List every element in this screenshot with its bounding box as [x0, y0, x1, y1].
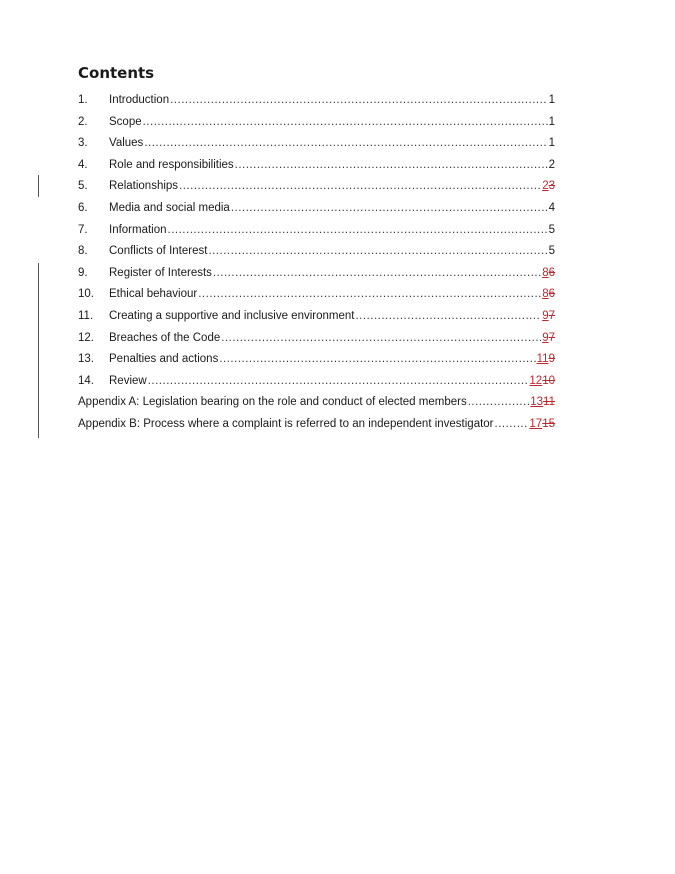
- toc-entry-page: [549, 90, 555, 112]
- toc-entry-page: [549, 220, 555, 242]
- toc-entry[interactable]: [78, 328, 555, 350]
- page-number: 5: [548, 245, 555, 258]
- toc-entry[interactable]: [78, 306, 555, 328]
- toc-entry-title: Introduction: [109, 94, 170, 106]
- toc-entry[interactable]: [78, 133, 555, 155]
- page-number: 2: [548, 158, 555, 171]
- toc-entry[interactable]: [78, 414, 555, 436]
- toc-entry[interactable]: [78, 392, 555, 414]
- dot-leader: [144, 133, 547, 155]
- toc-entry-page: [549, 112, 555, 134]
- toc-entry[interactable]: [78, 284, 555, 306]
- page-number-inserted: 13: [530, 396, 544, 409]
- toc-entry-page: [529, 371, 555, 393]
- toc-entry-number: 3.: [78, 137, 88, 150]
- page-number-inserted: 2: [542, 180, 549, 193]
- page-number-deleted: 3: [548, 180, 555, 193]
- toc-entry-page: [549, 241, 555, 263]
- page-number-deleted: 6: [548, 288, 555, 301]
- toc-entry-title: Appendix A: Legislation bearing on the role and conduct of elected members: [78, 396, 467, 409]
- toc-entry-title: Breaches of the Code: [109, 331, 221, 344]
- toc-entry-title: Review: [109, 374, 147, 387]
- toc-entry[interactable]: [78, 371, 555, 393]
- toc-entry-number: 5.: [78, 180, 88, 193]
- toc-entry-number: 4.: [78, 158, 88, 171]
- page-number-deleted: 9: [548, 353, 555, 366]
- toc-entry-title: Register of Interests: [109, 266, 212, 279]
- page-number-inserted: 8: [542, 266, 549, 279]
- toc-entry-page: [542, 306, 555, 328]
- toc-entry-title: Appendix B: Process where a complaint is referred to an independent investigator: [78, 417, 494, 430]
- dot-leader: [198, 284, 541, 306]
- page-number-deleted: 7: [548, 331, 555, 344]
- page-number-deleted: 6: [548, 266, 555, 279]
- dot-leader: [235, 155, 548, 177]
- toc-entry-title: Relationships: [109, 180, 179, 193]
- toc-entry-number: 13.: [78, 353, 94, 366]
- toc-entry-page: [530, 392, 555, 414]
- toc-entry-number: 7.: [78, 223, 88, 236]
- toc-entry-page: [549, 155, 555, 177]
- dot-leader: [170, 90, 547, 112]
- dot-leader: [221, 328, 541, 350]
- dot-leader: [213, 263, 541, 285]
- page-number-inserted: 8: [542, 288, 549, 301]
- toc-entry-page: [537, 349, 555, 371]
- change-bar: [38, 175, 39, 197]
- dot-leader: [219, 349, 535, 371]
- page-number-deleted: 7: [548, 309, 555, 322]
- dot-leader: [168, 220, 548, 242]
- toc-entry-title: Penalties and actions: [109, 353, 219, 366]
- toc-list: [78, 90, 555, 436]
- dot-leader: [148, 371, 529, 393]
- toc-entry[interactable]: [78, 198, 555, 220]
- page-number-inserted: 9: [542, 309, 549, 322]
- page-number: 1: [548, 94, 555, 106]
- toc-entry-number: 2.: [78, 115, 88, 128]
- dot-leader: [179, 176, 541, 198]
- toc-entry-title: Role and responsibilities: [109, 158, 234, 171]
- toc-entry-title: Ethical behaviour: [109, 288, 198, 301]
- toc-entry-number: 9.: [78, 266, 88, 279]
- page-number-deleted: 15: [542, 417, 555, 430]
- toc-entry-number: 12.: [78, 331, 94, 344]
- toc-entry-title: Media and social media: [109, 201, 230, 214]
- toc-entry-number: 10.: [78, 288, 94, 301]
- toc-entry[interactable]: [78, 220, 555, 242]
- toc-entry-page: [549, 198, 555, 220]
- page-number: 1: [548, 115, 555, 128]
- toc-entry-title: Values: [109, 137, 144, 150]
- toc-entry-title: Creating a supportive and inclusive environment: [109, 309, 355, 322]
- toc-entry[interactable]: [78, 241, 555, 263]
- toc-entry-number: 8.: [78, 245, 88, 258]
- toc-entry-title: Scope: [109, 115, 142, 128]
- toc-entry[interactable]: [78, 155, 555, 177]
- toc-entry-page: [549, 133, 555, 155]
- toc-entry[interactable]: [78, 90, 555, 112]
- dot-leader: [143, 112, 548, 134]
- page-number-inserted: 11: [536, 353, 549, 366]
- toc-entry-title: Information: [109, 223, 167, 236]
- page-number-inserted: 12: [529, 374, 543, 387]
- dot-leader: [231, 198, 548, 220]
- toc-entry-page: [529, 414, 555, 436]
- toc-entry[interactable]: [78, 263, 555, 285]
- dot-leader: [495, 414, 529, 436]
- toc-entry-title: Conflicts of Interest: [109, 245, 208, 258]
- toc-entry-number: 6.: [78, 201, 88, 214]
- toc-entry[interactable]: [78, 176, 555, 198]
- toc-entry[interactable]: [78, 112, 555, 134]
- dot-leader: [468, 392, 530, 414]
- toc-entry-page: [542, 328, 555, 350]
- toc-entry-page: [542, 263, 555, 285]
- toc-entry-page: [542, 176, 555, 198]
- page-number-deleted: 11: [543, 396, 555, 409]
- toc-entry-number: 1.: [78, 94, 88, 106]
- change-bar: [38, 263, 39, 438]
- page-number: 4: [548, 201, 555, 214]
- contents-heading: Contents: [78, 64, 155, 82]
- toc-entry-number: 14.: [78, 374, 94, 387]
- toc-page: [78, 62, 555, 436]
- toc-entry-number: 11.: [78, 309, 94, 322]
- dot-leader: [355, 306, 541, 328]
- toc-entry[interactable]: [78, 349, 555, 371]
- page-number-inserted: 9: [542, 331, 549, 344]
- page-number-deleted: 10: [542, 374, 555, 387]
- dot-leader: [208, 241, 547, 263]
- page-number: 1: [548, 137, 555, 150]
- page-number-inserted: 17: [529, 417, 543, 430]
- page-number: 5: [548, 223, 555, 236]
- toc-entry-page: [542, 284, 555, 306]
